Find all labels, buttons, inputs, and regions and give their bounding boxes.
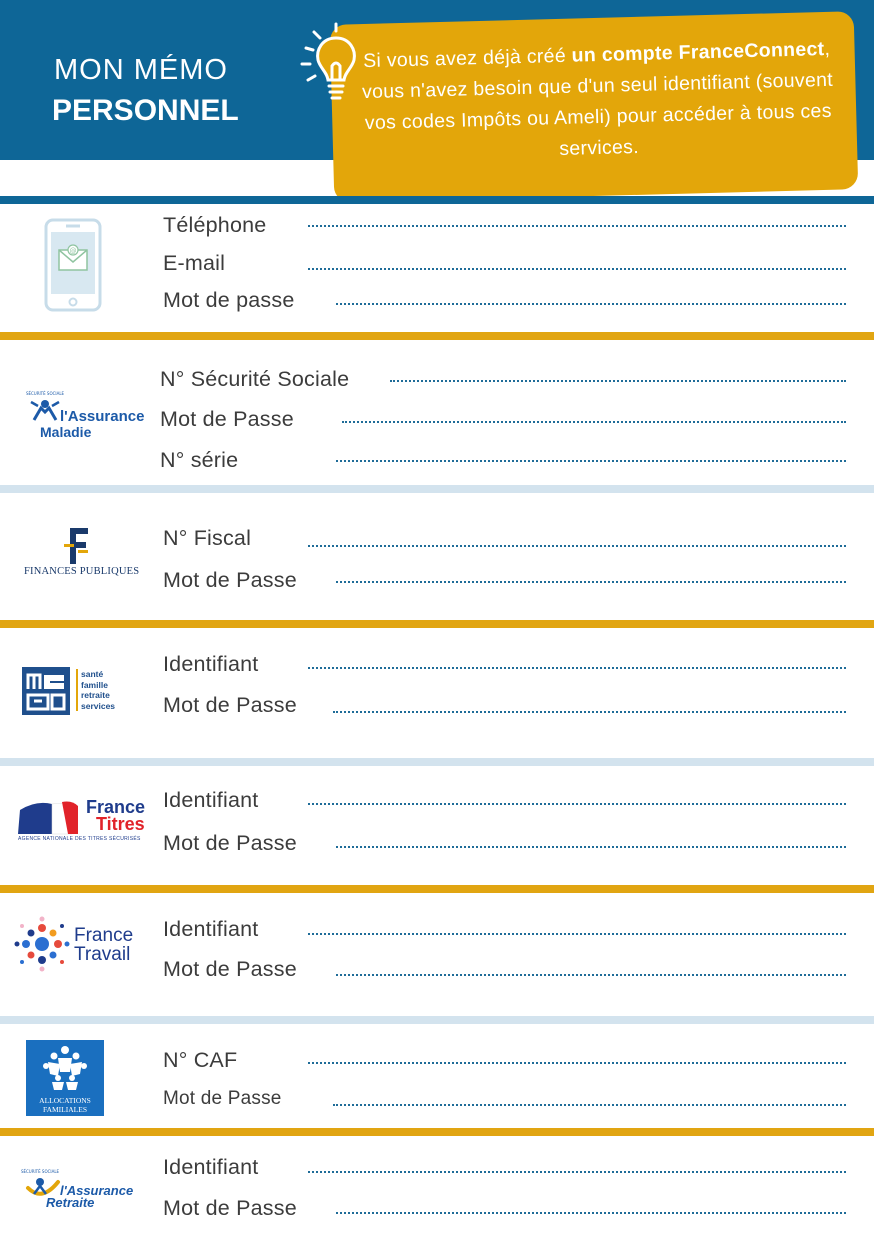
page-title-line1: MON MÉMO [54,54,228,86]
field-label-serie: N° série [160,448,239,472]
msa-logo-text: santé famille retraite services [76,669,115,711]
field-label-id-travail: Identifiant [163,917,259,941]
section-separator [0,885,874,893]
smartphone-icon [44,218,102,312]
svg-text:@: @ [69,247,77,255]
caf-family-icon [40,1044,90,1092]
section-separator [0,332,874,340]
section-separator [0,620,874,628]
field-label-password-retraite: Mot de Passe [163,1196,297,1220]
finances-publiques-f-icon [60,524,94,566]
france-titres-logo-line2: Titres [96,814,145,834]
field-line-fiscal[interactable] [308,545,846,547]
section-separator [0,758,874,766]
section-separator [0,1016,874,1024]
field-line-id-travail[interactable] [308,933,846,935]
field-label-password-travail: Mot de Passe [163,957,297,981]
assurance-retraite-logo [20,1168,134,1214]
info-callout-text: Si vous avez déjà créé un compte FranceConnect, vous n'avez besoin que d'un seul identifiant (souvent vos codes Impôts ou Ameli) pour accéder à tous ces services. [361,37,834,161]
assurance-maladie-logo [22,388,145,444]
msa-emblem-icon [22,667,72,715]
field-label-password-fiscal: Mot de Passe [163,568,297,592]
field-label-caf: N° CAF [163,1048,238,1072]
finances-publiques-logo-text: FINANCES PUBLIQUES [24,566,140,577]
field-label-password-ameli: Mot de Passe [160,407,294,431]
svg-text:SÉCURITÉ SOCIALE: SÉCURITÉ SOCIALE [20,1169,60,1174]
field-line-password-msa[interactable] [333,711,846,713]
field-label-password-msa: Mot de Passe [163,693,297,717]
assurance-retraite-logo-line1: l'Assurance [60,1183,134,1198]
assurance-retraite-logo-line2: Retraite [46,1195,95,1210]
france-travail-logo-line1: France [74,925,134,946]
field-line-password-phone[interactable] [336,303,846,305]
field-line-password-caf[interactable] [333,1104,846,1106]
section-separator [0,1128,874,1136]
assurance-maladie-logo-line1: l'Assurance [60,408,145,425]
france-titres-logo-sub: AGENCE NATIONALE DES TITRES SÉCURISÉS [18,836,141,842]
field-label-fiscal: N° Fiscal [163,526,252,550]
field-line-id-retraite[interactable] [308,1171,846,1173]
field-label-telephone: Téléphone [163,213,267,237]
section-separator [0,485,874,493]
france-travail-logo [14,916,144,974]
assurance-maladie-emblem-icon [25,390,65,424]
lightbulb-icon [296,20,376,104]
caf-logo-text: ALLOCATIONS FAMILIALES [39,1096,91,1114]
field-label-id-ants: Identifiant [163,788,259,812]
field-label-secu: N° Sécurité Sociale [160,367,350,391]
field-line-password-retraite[interactable] [336,1212,846,1214]
field-line-password-travail[interactable] [336,974,846,976]
field-line-secu[interactable] [390,380,846,382]
field-label-password-phone: Mot de passe [163,288,295,312]
field-line-caf[interactable] [308,1062,846,1064]
france-titres-flag-icon [16,800,80,836]
field-line-id-msa[interactable] [308,667,846,669]
france-titres-logo-line1: France [86,797,146,817]
header-divider [0,196,874,204]
svg-text:SÉCURITÉ SOCIALE: SÉCURITÉ SOCIALE [25,391,65,396]
field-line-password-fiscal[interactable] [336,581,846,583]
field-line-id-ants[interactable] [308,803,846,805]
field-label-id-msa: Identifiant [163,652,259,676]
finances-publiques-logo [22,524,140,584]
field-line-telephone[interactable] [308,225,846,227]
field-line-password-ameli[interactable] [342,421,846,423]
field-line-email[interactable] [308,268,846,270]
page-title-line2: PERSONNEL [52,94,239,127]
france-titres-logo [16,798,144,846]
field-label-id-retraite: Identifiant [163,1155,259,1179]
assurance-maladie-logo-line2: Maladie [40,424,92,440]
france-travail-dots-icon [14,916,70,972]
field-label-password-caf: Mot de Passe [163,1088,282,1109]
caf-logo [26,1040,104,1116]
field-label-password-ants: Mot de Passe [163,831,297,855]
field-line-password-ants[interactable] [336,846,846,848]
field-label-email: E-mail [163,251,226,275]
msa-logo [22,667,126,717]
france-travail-logo-line2: Travail [74,944,131,965]
field-line-serie[interactable] [336,460,846,462]
